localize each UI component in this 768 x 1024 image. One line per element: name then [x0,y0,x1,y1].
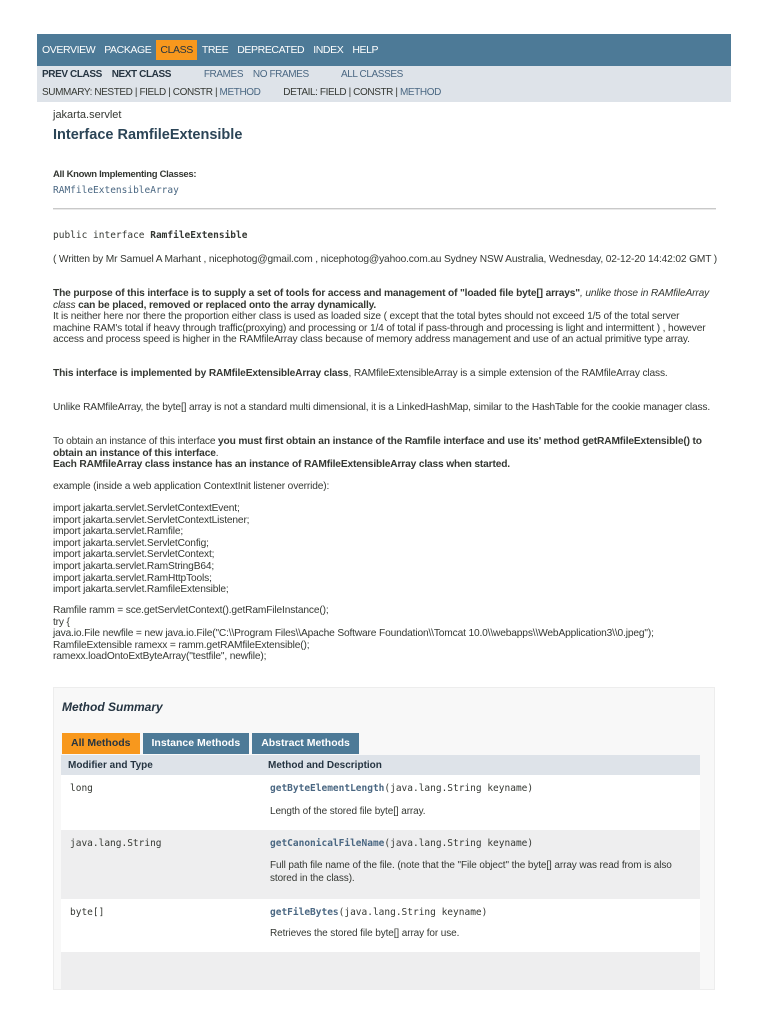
no-frames-link[interactable]: NO FRAMES [252,69,309,80]
method-link[interactable]: getByteElementLength [270,783,385,794]
method-return-type: byte[] [70,907,105,918]
method-description: Full path file name of the file. (note that the "File object" the byte[] array was read from is also stored in the class). [270,860,672,884]
method-table-header [61,755,700,775]
nav-index[interactable]: INDEX [313,44,344,56]
column-modifier-type: Modifier and Type [68,760,153,771]
nav-overview[interactable]: OVERVIEW [42,44,96,56]
table-row [61,830,700,899]
import-line: import jakarta.servlet.RamHttpTools; [53,572,212,584]
declaration-prefix: public interface [53,230,151,241]
detail-prefix: DETAIL: FIELD | CONSTR | [283,87,398,98]
code-line: java.io.File newfile = new java.io.File("C:\\Program Files\\Apache Software Foundation\\Tomcat 10.0\\webapps\\WebApplication3\\0.jpeg"); [53,628,654,640]
import-list [53,503,717,596]
tab-all-methods[interactable]: All Methods [62,733,140,754]
import-line: import jakarta.servlet.ServletContext; [53,549,215,561]
each-instance-bold: Each RAMfileArray class instance has an instance of RAMfileExtensibleArray class when started. [53,459,510,471]
next-class-link[interactable]: NEXT CLASS [111,69,172,80]
method-summary-section [53,687,715,990]
written-by-text: ( Written by Mr Samuel A Marhant , nicephotog@gmail.com , nicephotog@yahoo.com.au Sydney NSW Australia, Wednesday, 02-12-20 14:42:02 GMT ) [53,254,718,265]
obtain-bold: you must first obtain an instance of the Ramfile interface and use its' method getRAMfileExtensible() to obtain an instance of this interface [53,436,702,459]
import-line: import jakarta.servlet.ServletContextEvent; [53,503,240,514]
import-line: import jakarta.servlet.ServletConfig; [53,537,209,549]
method-return-type: java.lang.String [70,838,162,849]
obtain-end: . [215,447,219,459]
all-classes-link[interactable]: ALL CLASSES [340,69,403,80]
code-line: Ramfile ramm = sce.getServletContext().getRamFileInstance(); [53,605,329,616]
frames-link[interactable]: FRAMES [203,69,244,80]
known-implementing-label: All Known Implementing Classes: [53,169,197,180]
table-row [61,775,700,830]
method-signature [270,838,533,849]
implementing-class-link[interactable]: RAMfileExtensibleArray [53,185,179,196]
purpose-text: It is neither here nor there the proportion either class is used as loaded size ( except that the total bytes should not exceed 1/5 of the total server machine RAM's total if heavy through traffic(proxying) and processing or 1/4 of total if pass-through and processing is light and intermittent ) , however access and process speed is higher in the RAMfileArray class because of memory address management and use of an actual primitive type array. [53,311,706,346]
table-row [61,899,700,952]
method-description: Length of the stored file byte[] array. [270,806,426,817]
method-tabs [62,733,362,754]
nav-help[interactable]: HELP [352,44,379,56]
method-link[interactable]: getFileBytes [270,907,339,918]
nav-tree[interactable]: TREE [201,44,229,56]
purpose-bold-2: can be placed, removed or replaced onto the array dynamically. [75,299,377,311]
code-line: RamfileExtensible ramexx = ramm.getRAMfileExtensible(); [53,639,310,651]
method-return-type: long [70,783,93,794]
divider [53,208,716,210]
method-summary-title: Method Summary [62,700,163,714]
purpose-italic: , unlike those in RAMfileArray class [53,288,710,311]
purpose-paragraph [53,288,717,346]
package-name: jakarta.servlet [53,109,122,121]
obtain-paragraph [53,436,717,471]
method-link[interactable]: getCanonicalFileName [270,838,385,849]
import-line: import jakarta.servlet.Ramfile; [53,526,184,538]
example-label: example (inside a web application ContextInit listener override): [53,481,330,492]
import-line: import jakarta.servlet.ServletContextListener; [53,514,250,526]
import-line: import jakarta.servlet.RamfileExtensible; [53,584,229,596]
prev-class-link[interactable]: PREV CLASS [42,69,102,80]
summary-method-link[interactable]: METHOD [219,87,261,98]
column-method-description: Method and Description [268,760,382,771]
code-line: ramexx.loadOntoExtByteArray("testfile", newfile); [53,651,267,663]
method-signature [270,907,487,918]
import-line: import jakarta.servlet.RamStringB64; [53,560,215,572]
nav-deprecated[interactable]: DEPRECATED [237,44,305,56]
nav-class[interactable]: CLASS [156,40,196,60]
method-params: (java.lang.String keyname) [384,783,534,794]
declaration-name: RamfileExtensible [150,230,248,241]
sub-navigation-bar [37,66,731,102]
method-description: Retrieves the stored file byte[] array for use. [270,928,460,939]
implemented-bold: This interface is implemented by RAMfileExtensibleArray class [53,368,349,379]
implemented-text: , RAMfileExtensibleArray is a simple extension of the RAMfileArray class. [348,368,668,379]
method-params: (java.lang.String keyname) [384,838,534,849]
example-code [53,605,717,663]
obtain-text: To obtain an instance of this interface [53,436,219,447]
nav-package[interactable]: PACKAGE [104,44,152,56]
unlike-paragraph: Unlike RAMfileArray, the byte[] array is not a standard multi dimensional, it is a LinkedHashMap, similar to the HashTable for the cookie manager class. [53,402,711,413]
purpose-bold-1: The purpose of this interface is to supply a set of tools for access and management of "loaded file byte[] arrays" [53,288,580,299]
interface-declaration [53,230,247,241]
table-row-empty [61,952,700,990]
summary-prefix: SUMMARY: NESTED | FIELD | CONSTR | [42,87,218,98]
implemented-paragraph [53,368,717,380]
tab-abstract-methods[interactable]: Abstract Methods [252,733,359,754]
method-signature [270,783,533,794]
method-params: (java.lang.String keyname) [338,907,488,918]
page-title: Interface RamfileExtensible [53,127,243,143]
code-line: try { [53,616,70,628]
tab-instance-methods[interactable]: Instance Methods [143,733,250,754]
top-navigation-bar [37,34,731,66]
detail-method-link[interactable]: METHOD [399,87,441,98]
